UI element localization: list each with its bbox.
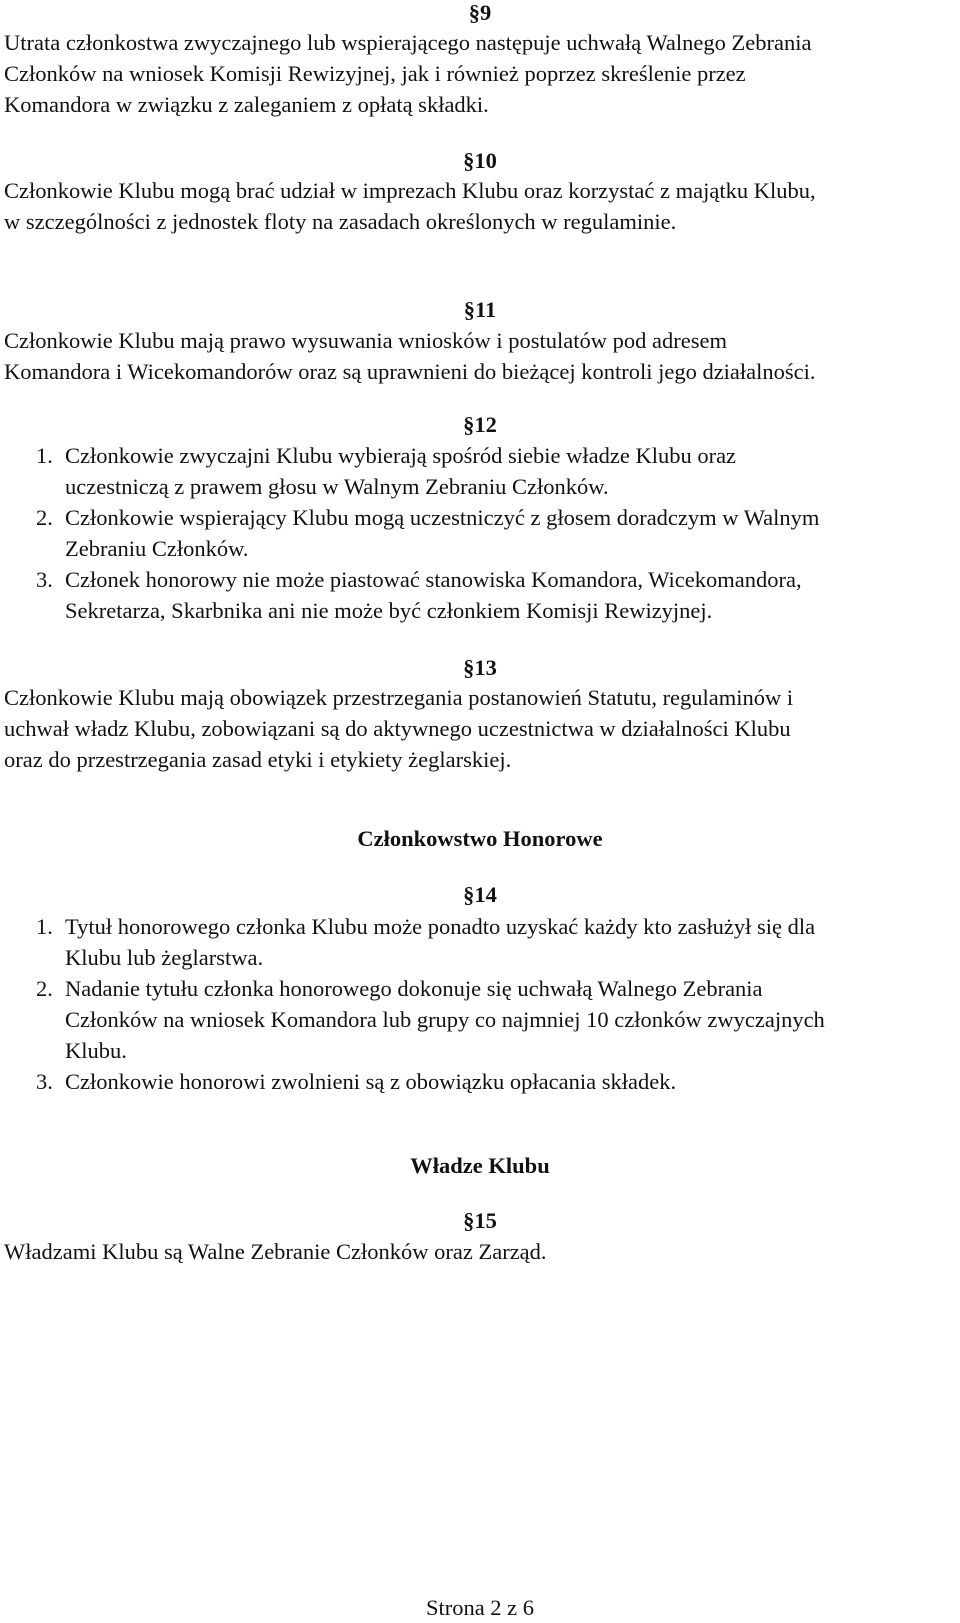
list-number: 2. [36, 976, 53, 1001]
section-number: 12 [474, 412, 497, 437]
section-13-text [4, 682, 793, 775]
text-line: Nadanie tytułu członka honorowego dokonuje się uchwałą Walnego Zebrania [65, 976, 763, 1001]
paragraph-sign: § [463, 148, 475, 173]
list-number: 1. [36, 914, 53, 939]
section-number: 14 [474, 882, 497, 907]
text-line: Członkowie Klubu mają obowiązek przestrzegania postanowień Statutu, regulaminów i [4, 685, 794, 710]
list-item [4, 911, 825, 973]
section-number: 10 [474, 148, 497, 173]
section-12-list [4, 440, 819, 626]
list-item [4, 1066, 825, 1097]
heading-honorary-membership: Członkowstwo Honorowe [357, 826, 603, 851]
text-line: w szczególności z jednostek floty na zasadach określonych w regulaminie. [4, 209, 677, 234]
paragraph-sign: § [463, 1208, 475, 1233]
text-line: Członkowie Klubu mają prawo wysuwania wniosków i postulatów pod adresem [4, 328, 727, 353]
section-number: 15 [474, 1208, 497, 1233]
section-14-list [4, 911, 825, 1097]
section-14-heading [0, 882, 960, 908]
section-number: 11 [474, 297, 497, 322]
paragraph-sign: § [463, 655, 475, 680]
list-number: 3. [36, 567, 53, 592]
section-10-text [4, 175, 816, 237]
text-line: Członek honorowy nie może piastować stanowiska Komandora, Wicekomandora, [65, 567, 802, 592]
section-number: 13 [474, 655, 497, 680]
text-line: Sekretarza, Skarbnika ani nie może być członkiem Komisji Rewizyjnej. [65, 598, 713, 623]
section-9-text [4, 27, 811, 120]
section-12-heading [0, 412, 960, 438]
heading-club-authorities: Władze Klubu [410, 1153, 550, 1178]
list-item [4, 973, 825, 1066]
section-11-text [4, 325, 816, 387]
text-line: uczestniczą z prawem głosu w Walnym Zebraniu Członków. [65, 474, 609, 499]
section-15-text [4, 1236, 547, 1267]
text-line: Członków na wniosek Komandora lub grupy co najmniej 10 członków zwyczajnych [65, 1007, 825, 1032]
paragraph-sign: § [463, 882, 475, 907]
list-item [4, 564, 819, 626]
text-line: Klubu. [65, 1038, 127, 1063]
paragraph-sign: § [463, 412, 475, 437]
section-number: 9 [480, 0, 492, 25]
text-line: Tytuł honorowego członka Klubu może ponadto uzyskać każdy kto zasłużył się dla [65, 914, 816, 939]
text-line: Członkowie Klubu mogą brać udział w imprezach Klubu oraz korzystać z majątku Klubu, [4, 178, 816, 203]
section-11-heading [0, 297, 960, 323]
text-line: Członkowie wspierający Klubu mogą uczestniczyć z głosem doradczym w Walnym [65, 505, 820, 530]
list-item [4, 440, 819, 502]
section-15-heading [0, 1208, 960, 1234]
text-line: Utrata członkostwa zwyczajnego lub wspierającego następuje uchwałą Walnego Zebrania [4, 30, 812, 55]
list-number: 2. [36, 505, 53, 530]
list-number: 3. [36, 1069, 53, 1094]
section-9-heading [0, 0, 960, 26]
paragraph-sign: § [463, 297, 475, 322]
section-10-heading [0, 148, 960, 174]
text-line: Komandora i Wicekomandorów oraz są uprawnieni do bieżącej kontroli jego działalności. [4, 359, 816, 384]
text-line: uchwał władz Klubu, zobowiązani są do aktywnego uczestnictwa w działalności Klubu [4, 716, 791, 741]
page-number-footer: Strona 2 z 6 [425, 1595, 535, 1620]
text-line: Klubu lub żeglarstwa. [65, 945, 264, 970]
text-line: Członkowie honorowi zwolnieni są z obowiązku opłacania składek. [65, 1069, 677, 1094]
paragraph-sign: § [468, 0, 480, 25]
text-line: Władzami Klubu są Walne Zebranie Członków oraz Zarząd. [4, 1239, 547, 1264]
text-line: oraz do przestrzegania zasad etyki i etykiety żeglarskiej. [4, 747, 512, 772]
text-line: Członkowie zwyczajni Klubu wybierają spośród siebie władze Klubu oraz [65, 443, 737, 468]
text-line: Komandora w związku z zaleganiem z opłatą składki. [4, 92, 489, 117]
list-number: 1. [36, 443, 53, 468]
list-item [4, 502, 819, 564]
text-line: Zebraniu Członków. [65, 536, 249, 561]
text-line: Członków na wniosek Komisji Rewizyjnej, jak i również poprzez skreślenie przez [4, 61, 746, 86]
section-13-heading [0, 655, 960, 681]
